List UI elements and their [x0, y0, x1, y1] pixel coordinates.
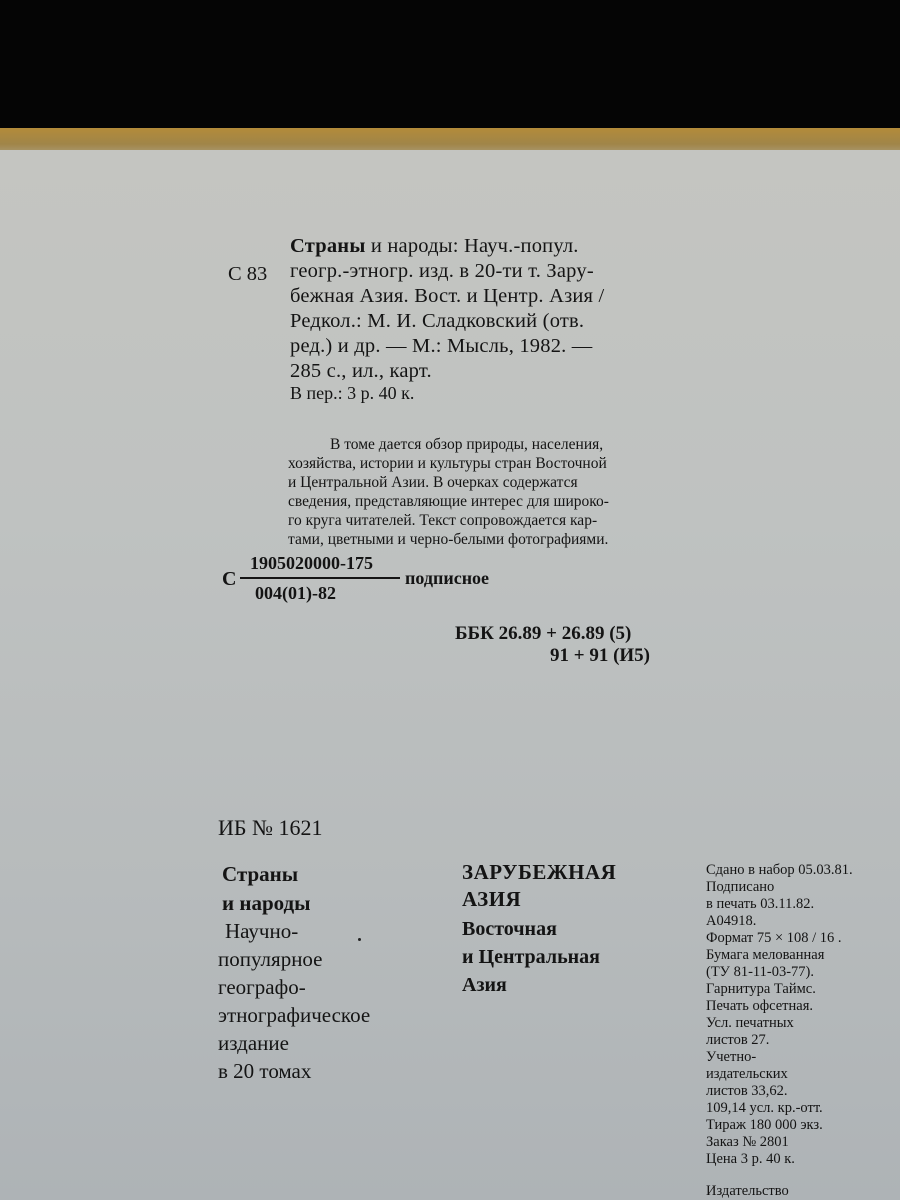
- catalog-line-1-text: и народы: Науч.-попул.: [370, 235, 579, 257]
- catalog-title: Страны: [290, 235, 366, 257]
- colophon-mid-caps-2: АЗИЯ: [462, 887, 522, 911]
- colophon-right-line-8: Гарнитура Таймс.: [706, 981, 816, 997]
- colophon-left-title-2: и народы: [222, 891, 311, 915]
- catalog-line-1: [290, 235, 579, 258]
- abstract-line-4: сведения, представляющие интерес для широко-: [288, 493, 609, 510]
- colophon-mid-line-2: и Центральная: [462, 946, 600, 968]
- colophon-left-line-4: этнографическое: [218, 1003, 371, 1027]
- colophon-left-title-1: Страны: [222, 862, 299, 886]
- colophon-right-line-12: Учетно-: [706, 1049, 757, 1065]
- colophon-right-line-1: Сдано в набор 05.03.81.: [706, 862, 853, 878]
- abstract-line-3: и Центральной Азии. В очерках содержатся: [288, 474, 578, 491]
- ib-number: ИБ № 1621: [218, 815, 323, 840]
- ink-dot: [358, 938, 361, 941]
- colophon-right-line-7: (ТУ 81-11-03-77).: [706, 964, 814, 980]
- catalog-price: В пер.: 3 р. 40 к.: [290, 383, 415, 403]
- catalog-line-2: геогр.-этногр. изд. в 20-ти т. Зару-: [290, 260, 594, 282]
- code-denominator: 004(01)-82: [255, 583, 336, 603]
- abstract-line-2: хозяйства, истории и культуры стран Восточной: [288, 455, 607, 472]
- colophon-left-line-6: в 20 томах: [218, 1059, 312, 1083]
- colophon-right-line-18: Цена 3 р. 40 к.: [706, 1151, 795, 1167]
- colophon-right-line-17: Заказ № 2801: [706, 1134, 789, 1150]
- colophon-right-line-10: Усл. печатных: [706, 1015, 794, 1031]
- catalog-line-3: бежная Азия. Вост. и Центр. Азия /: [290, 285, 605, 307]
- colophon-right-line-11: листов 27.: [706, 1032, 770, 1048]
- abstract-line-5: го круга читателей. Текст сопровождается кар-: [288, 512, 598, 529]
- colophon-mid-line-1: Восточная: [462, 918, 557, 940]
- colophon-right-line-3: в печать 03.11.82.: [706, 896, 815, 912]
- colophon-left-line-1: Научно-: [225, 919, 299, 943]
- colophon-right-line-6: Бумага мелованная: [706, 947, 825, 963]
- catalog-classmark: С 83: [228, 263, 268, 285]
- colophon-right-line-20: Издательство: [706, 1183, 789, 1199]
- bbk-line-1: ББК 26.89 + 26.89 (5): [455, 623, 632, 644]
- colophon-right-line-14: листов 33,62.: [706, 1083, 788, 1099]
- abstract-line-1: В томе дается обзор природы, населения,: [330, 436, 604, 453]
- abstract-line-6: тами, цветными и черно-белыми фотографиями.: [288, 531, 609, 548]
- code-subscription: подписное: [405, 568, 490, 588]
- colophon-left-line-3: географо-: [218, 975, 306, 999]
- colophon-right-line-5: Формат 75 × 108 / 16 .: [706, 930, 842, 946]
- book-page: [0, 150, 900, 1200]
- catalog-line-5: ред.) и др. — М.: Мысль, 1982. —: [290, 335, 593, 357]
- catalog-line-4: Редкол.: М. И. Сладковский (отв.: [290, 310, 585, 332]
- colophon-right-line-4: А04918.: [706, 913, 757, 929]
- colophon-mid-caps-1: ЗАРУБЕЖНАЯ: [462, 860, 617, 884]
- colophon-left-line-2: популярное: [218, 947, 323, 971]
- colophon-right-line-2: Подписано: [706, 879, 775, 895]
- code-numerator: 1905020000-175: [250, 553, 373, 573]
- colophon-left-line-5: издание: [218, 1031, 289, 1055]
- code-prefix: С: [222, 568, 237, 590]
- code-fraction-line: [240, 577, 400, 579]
- colophon-mid-line-3: Азия: [462, 974, 507, 996]
- colophon-right-line-15: 109,14 усл. кр.-отт.: [706, 1100, 823, 1116]
- bbk-line-2: 91 + 91 (И5): [550, 645, 651, 666]
- colophon-right-line-16: Тираж 180 000 экз.: [706, 1117, 823, 1133]
- colophon-right-line-13: издательских: [706, 1066, 788, 1082]
- catalog-line-6: 285 с., ил., карт.: [290, 360, 432, 382]
- colophon-right-line-9: Печать офсетная.: [706, 998, 813, 1014]
